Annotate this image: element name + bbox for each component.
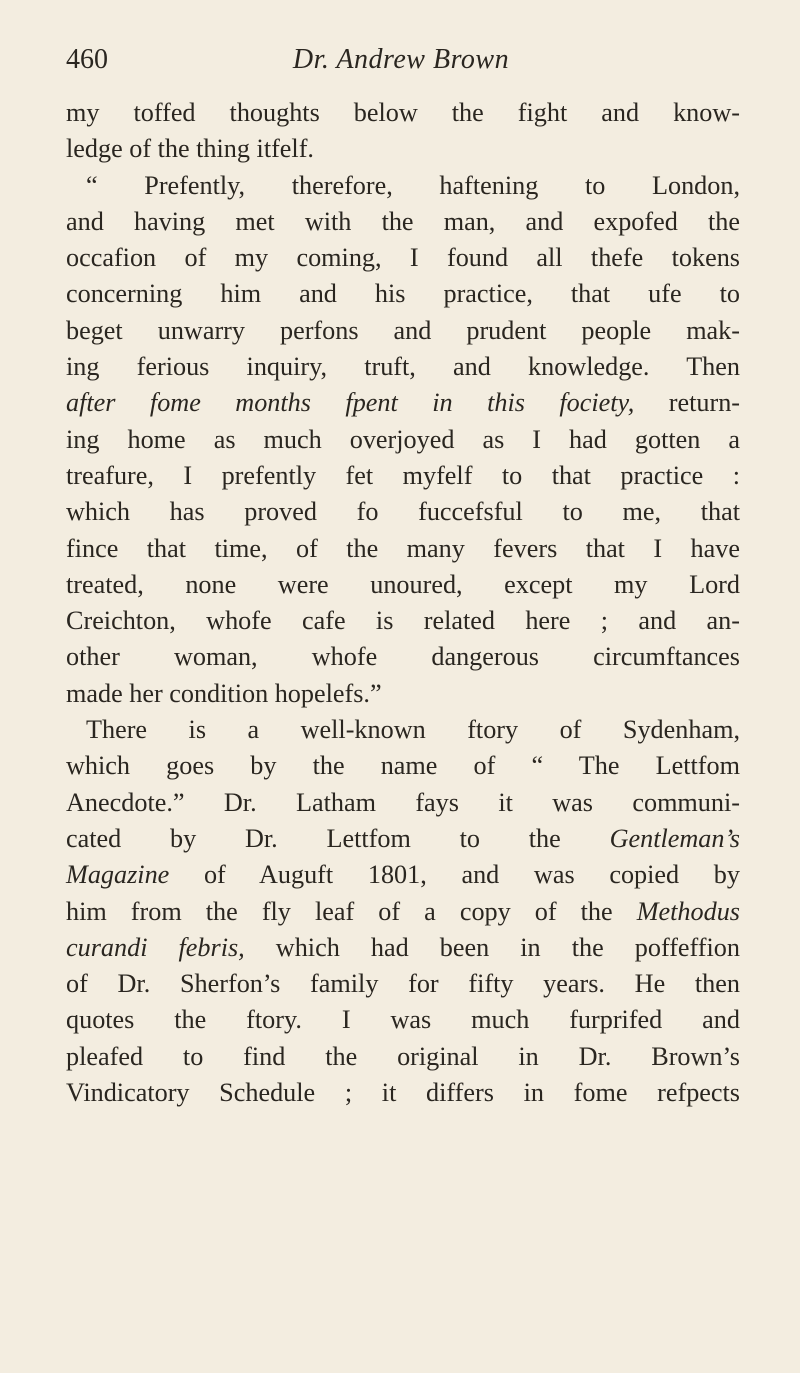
text-line: Creichton, whofe cafe is related here ; and an- (66, 606, 740, 636)
text-line: Vindicatory Schedule ; it differs in fome refpects (66, 1078, 740, 1108)
text-line: cated by Dr. Lettfom to the Gentleman’s (66, 823, 740, 853)
italic-title: curandi febris, (66, 932, 245, 962)
text-line: quotes the ftory. I was much furprifed and (66, 1005, 740, 1035)
text-line: Anecdote.” Dr. Latham fays it was communi- (66, 787, 740, 817)
text-line: “ Prefently, therefore, haftening to London, (86, 170, 740, 200)
text-line: concerning him and his practice, that ufe to (66, 279, 740, 309)
text-line: which has proved fo fuccefsful to me, that (66, 497, 740, 527)
text-line: Magazine of Auguft 1801, and was copied by (66, 860, 740, 890)
text-line: curandi febris, which had been in the poffeffion (66, 932, 740, 962)
text-line: ing home as much overjoyed as I had gotten a (66, 424, 740, 454)
italic-title: Gentleman’s (609, 823, 740, 853)
text-line: pleafed to find the original in Dr. Brown’s (66, 1041, 740, 1071)
text-line: ledge of the thing itfelf. (66, 134, 314, 164)
text-line: treated, none were unoured, except my Lord (66, 569, 740, 599)
text-line: and having met with the man, and expofed the (66, 206, 740, 236)
text-line: of Dr. Sherfon’s family for fifty years. He then (66, 969, 740, 999)
text-line: treafure, I prefently fet myfelf to that practice : (66, 460, 740, 490)
text-line: beget unwarry perfons and prudent people mak- (66, 315, 740, 345)
text-line: There is a well-known ftory of Sydenham, (86, 715, 740, 745)
text-line: ing ferious inquiry, truft, and knowledge. Then (66, 352, 740, 382)
running-head-title: Dr. Andrew Brown (292, 44, 510, 75)
text-line: which goes by the name of “ The Lettfom (66, 751, 740, 781)
text-line: after fome months fpent in this fociety, return- (66, 388, 741, 418)
text-line: him from the fly leaf of a copy of the Methodus (66, 896, 740, 926)
text-line: my toffed thoughts below the fight and know- (66, 98, 740, 127)
text-line: occafion of my coming, I found all thefe tokens (66, 243, 740, 273)
text-line: fince that time, of the many fevers that I have (66, 533, 740, 563)
italic-title: Methodus (636, 896, 740, 926)
running-head (66, 40, 736, 80)
body-text (66, 95, 740, 1111)
text-line: made her condition hopelefs.” (66, 678, 382, 708)
italic-title: Magazine (66, 860, 170, 890)
text-line: other woman, whofe dangerous circumftances (66, 642, 740, 672)
page-number: 460 (66, 44, 108, 75)
italic-phrase: after fome months fpent in this fociety, (66, 388, 635, 418)
